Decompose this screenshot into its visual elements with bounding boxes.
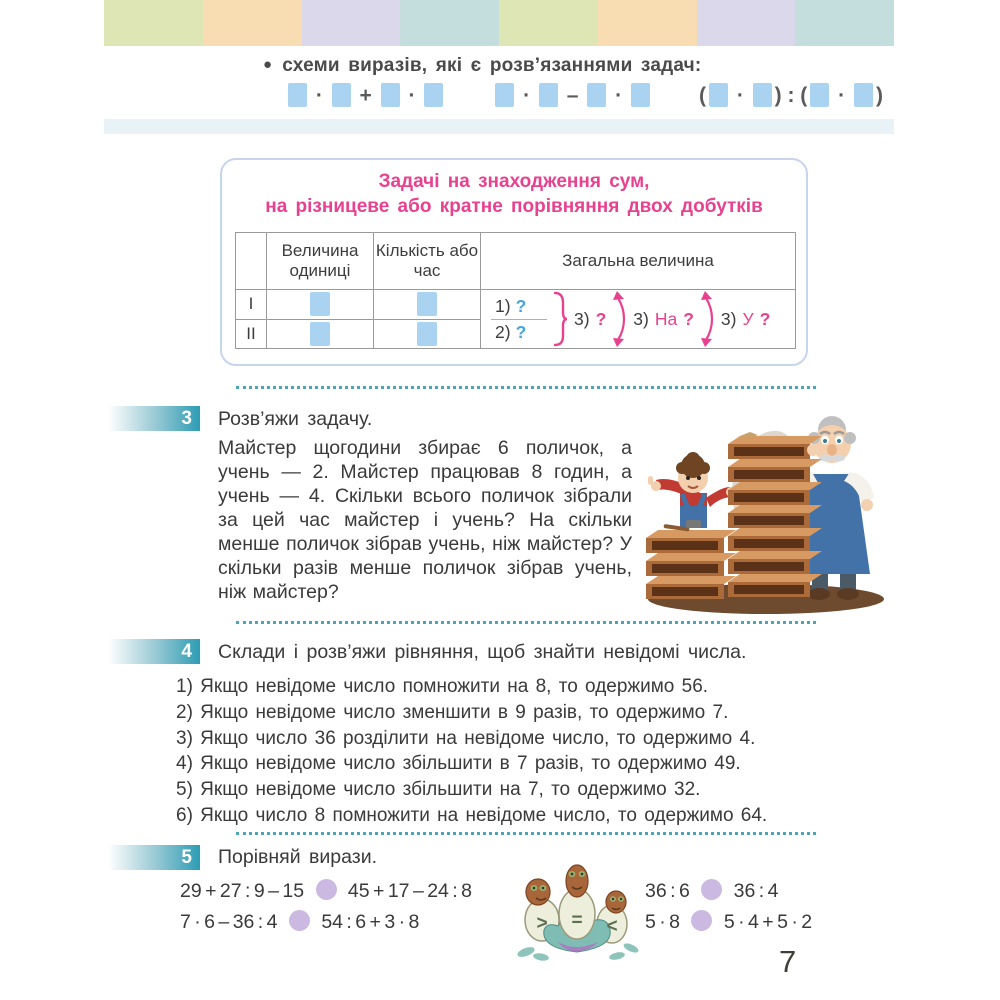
equation-item: 6) Якщо число 8 помножити на невідоме число, то одержимо 64. xyxy=(176,804,768,826)
result-2-question: ? xyxy=(515,321,527,342)
scheme-expression: ( · ) : ( · ) xyxy=(698,83,883,107)
blue-square xyxy=(495,83,514,107)
task-5-title: Порівняй вирази. xyxy=(218,846,378,868)
result-2-label: 2) xyxy=(495,321,511,342)
option-label: 3) xyxy=(633,308,649,329)
option-label: 3) xyxy=(574,308,590,329)
decor-bar xyxy=(697,0,796,46)
double-arrow-icon xyxy=(612,291,627,347)
blue-square xyxy=(417,322,437,346)
task-3-badge: 3 xyxy=(108,406,200,431)
option-question: ? xyxy=(759,308,771,329)
compare-placeholder-circle xyxy=(289,910,310,931)
scheme-expression: · – · xyxy=(492,83,653,108)
table-header-row xyxy=(236,233,796,290)
compare-expressions-right xyxy=(645,876,812,938)
row-label-2: II xyxy=(236,319,267,349)
turtle-sign-equal: = xyxy=(571,910,583,931)
compare-placeholder-circle xyxy=(701,879,722,900)
turtle-sign-greater: > xyxy=(536,913,548,934)
expression-schemes xyxy=(285,80,883,110)
task-3-text: Майстер щогодини збирає 6 поличок, а учень — 2. Майстер працював 8 годин, а учень — 4. Скільки всього поличок зібрали за цей час майстер і учень? На скільки менше поличок зібрав учень, ніж майстер? У скільки разів менше поличок зібрав учень, ніж майстер? xyxy=(218,437,632,603)
result-option-ratio xyxy=(721,309,770,330)
option-question: ? xyxy=(683,308,694,329)
blue-square xyxy=(417,292,437,316)
bullet-icon: ● xyxy=(263,56,273,73)
equation-item: 4) Якщо невідоме число збільшити в 7 разів, то одержимо 49. xyxy=(176,753,741,775)
blue-square xyxy=(539,83,558,107)
page-number: 7 xyxy=(779,944,797,979)
result-fraction xyxy=(491,294,547,345)
rule-card xyxy=(220,158,808,366)
intro-text: схеми виразів, які є розв’язаннями задач: xyxy=(282,55,702,76)
master-apprentice-illustration xyxy=(636,406,890,618)
option-word: У xyxy=(742,308,754,329)
blue-square xyxy=(424,83,443,107)
option-question: ? xyxy=(595,308,607,329)
result-1-question: ? xyxy=(515,295,527,316)
col-header-total: Загальна величина xyxy=(481,233,796,290)
rule-card-title xyxy=(222,169,806,219)
brace-icon xyxy=(553,290,568,348)
blue-square xyxy=(288,83,307,107)
blue-square xyxy=(631,83,650,107)
rule-table xyxy=(235,232,796,349)
compare-expression: 29 + 27 : 9 – 15 45 + 17 – 24 : 8 xyxy=(180,880,472,902)
blue-square xyxy=(854,83,873,107)
decor-bar xyxy=(598,0,697,46)
task-4-title: Склади і розв’яжи рівняння, щоб знайти невідомі числа. xyxy=(218,641,747,663)
compare-expressions-left xyxy=(180,876,472,938)
double-arrow-icon xyxy=(700,291,715,347)
rule-title-line2: на різницеве або кратне порівняння двох добутків xyxy=(265,196,763,217)
compare-expression: 7 · 6 – 36 : 4 54 : 6 + 3 · 8 xyxy=(180,911,420,933)
rule-title-line1: Задачі на знаходження сум, xyxy=(378,171,650,192)
option-label: 3) xyxy=(720,308,737,329)
equation-item: 3) Якщо число 36 розділити на невідоме число, то одержимо 4. xyxy=(176,727,756,749)
decor-bar xyxy=(499,0,598,46)
decor-bar xyxy=(302,0,401,46)
result-option-sum xyxy=(574,309,606,330)
blue-square xyxy=(753,83,772,107)
option-word: На xyxy=(654,308,678,329)
compare-placeholder-circle xyxy=(691,910,712,931)
decor-bar xyxy=(104,0,203,46)
compare-placeholder-circle xyxy=(316,879,337,900)
task-4-equation-list xyxy=(176,674,767,829)
result-1-label: 1) xyxy=(495,295,511,316)
compare-expression: 5 · 8 5 · 4 + 5 · 2 xyxy=(645,911,813,933)
dotted-separator xyxy=(236,832,816,835)
intro-line xyxy=(263,55,701,77)
decorative-color-bars xyxy=(104,0,894,46)
equation-item: 2) Якщо невідоме число зменшити в 9 разів, то одержимо 7. xyxy=(176,701,729,723)
equation-item: 1) Якщо невідоме число помножити на 8, то одержимо 56. xyxy=(176,676,709,697)
section-band xyxy=(104,119,894,134)
task-3-title: Розв’яжи задачу. xyxy=(218,408,373,430)
blue-square xyxy=(709,83,728,107)
blue-square xyxy=(810,83,829,107)
compare-expression: 36 : 6 36 : 4 xyxy=(645,880,779,902)
table-row xyxy=(236,290,796,320)
blue-square xyxy=(587,83,606,107)
col-header-quantity: Кількість або час xyxy=(374,233,481,290)
decor-bar xyxy=(400,0,499,46)
task-5-badge: 5 xyxy=(108,845,200,870)
turtle-sign-less: < xyxy=(606,916,618,937)
turtles-comparison-illustration xyxy=(514,860,640,962)
row-label-1: I xyxy=(236,290,267,320)
blue-square xyxy=(310,322,330,346)
total-value-cell xyxy=(481,290,796,349)
result-option-difference xyxy=(633,309,694,330)
dotted-separator xyxy=(236,386,816,389)
dotted-separator xyxy=(236,621,816,624)
scheme-expression: · + · xyxy=(285,83,446,108)
task-4-badge: 4 xyxy=(108,639,200,664)
decor-bar xyxy=(203,0,302,46)
blue-square xyxy=(332,83,351,107)
blue-square xyxy=(310,292,330,316)
blue-square xyxy=(381,83,400,107)
col-header-unit-value: Величина одиниці xyxy=(267,233,374,290)
equation-item: 5) Якщо невідоме число збільшити на 7, то одержимо 32. xyxy=(176,779,701,801)
decor-bar xyxy=(795,0,894,46)
